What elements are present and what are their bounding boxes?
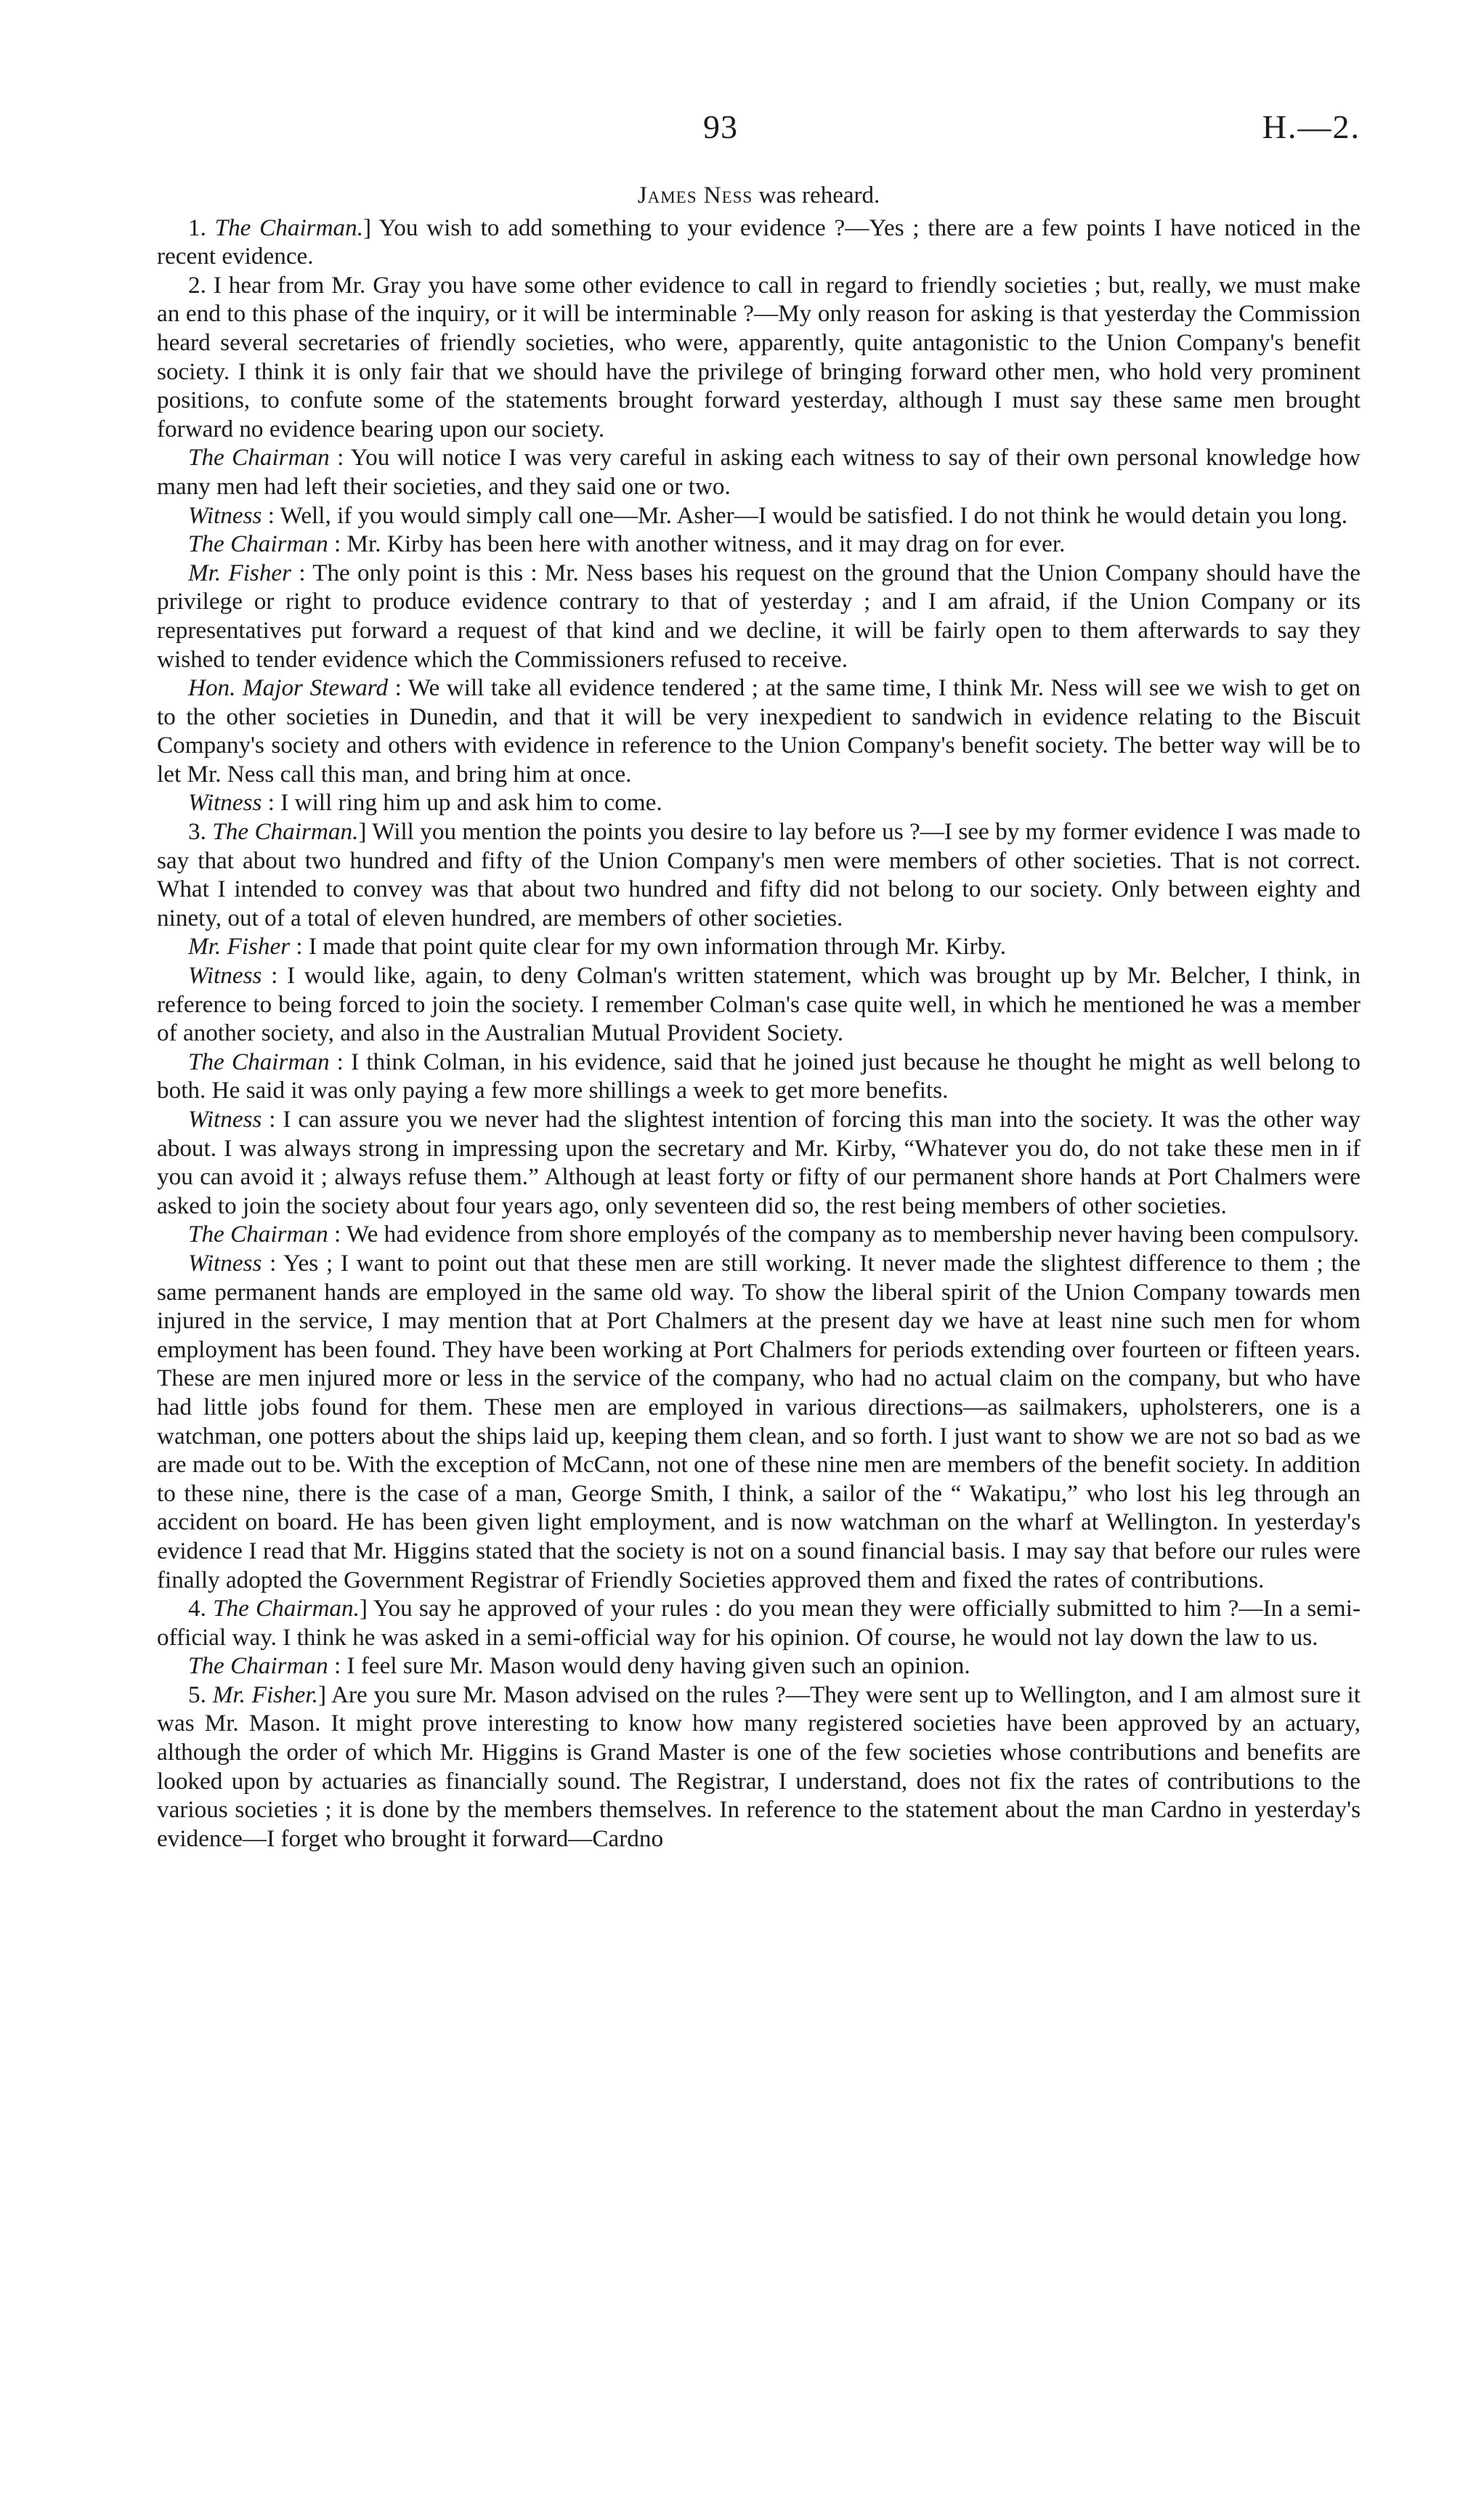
paragraph-number: 3.: [188, 818, 206, 846]
paragraph: [157, 1048, 1361, 1105]
speaker-name: The Chairman: [188, 1048, 330, 1075]
speaker-separator: :: [261, 1249, 277, 1277]
paragraph: [157, 1652, 1361, 1681]
speaker-separator: :: [290, 933, 303, 961]
paragraph: [157, 788, 1361, 817]
speaker-separator: :: [328, 1221, 341, 1248]
speaker-name: The Chairman: [188, 1221, 328, 1248]
speaker-separator: :: [261, 789, 275, 817]
speaker-name: Witness: [188, 1106, 262, 1133]
speaker-name: Mr. Fisher: [188, 933, 291, 961]
paragraph-text: I hear from Mr. Gray you have some other evidence to call in regard to friendly societies ; but, really, we must make an end to this phase of the inquiry, or it will be interminable ?—My only reason for asking is that yesterday the Commission heard several secretaries of friendly societies, who were, apparently, quite antagonistic to the Union Company's benefit society. I think it is only fair that we should have the privilege of bringing forward other men, who hold very prominent positions, to confute some of the statements brought forward yesterday, although I must say these same men brought forward no evidence bearing upon our society.: [157, 271, 1361, 442]
heading-name: James Ness: [637, 182, 753, 209]
speaker-separator: :: [329, 444, 344, 472]
speaker-separator: :: [388, 674, 402, 702]
paragraph: [157, 674, 1361, 788]
paragraph-text: Well, if you would simply call one—Mr. Asher—I would be satisfied. I do not think he would detain you long.: [274, 501, 1348, 529]
paragraph-text: I will ring him up and ask him to come.: [274, 789, 662, 817]
speaker-name: Mr. Fisher.: [212, 1681, 318, 1708]
speaker-name: The Chairman: [188, 530, 328, 558]
speaker-separator: :: [261, 962, 278, 990]
paragraph: [157, 530, 1361, 559]
speaker-name: The Chairman.: [213, 1595, 360, 1622]
paragraph: [157, 271, 1361, 444]
paragraph-number: 4.: [188, 1595, 206, 1622]
paragraph-text: You wish to add something to your evidence ?—Yes ; there are a few points I have noticed in the recent evidence.: [157, 214, 1361, 270]
paragraph-text: You will notice I was very careful in asking each witness to say of their own personal knowledge how many men had left their societies, and they said one or two.: [157, 444, 1361, 500]
paragraph-text: I feel sure Mr. Mason would deny having given such an opinion.: [341, 1652, 970, 1680]
speaker-separator: :: [328, 1652, 341, 1680]
speaker-name: The Chairman: [188, 444, 330, 472]
paragraph-text: Yes ; I want to point out that these men are still working. It never made the slightest difference to them ; the same permanent hands are employed in the same old way. To show the liberal spirit of the Union Company towards men injured in the service, I may mention that at Port Chalmers at the present day we have at least nine such men for whom employment has been found. They have been working at Port Chalmers for periods extending over fourteen or fifteen years. These are men injured more or less in the service of the company, who had no actual claim on the company, but who have had little jobs found for them. These men are employed in various directions—as sailmakers, upholsterers, one is a watchman, one potters about the ships laid up, keeping them clean, and so forth. I just want to show we are not so bad as we are made out to be. With the exception of McCann, not one of these nine men are members of the benefit society. In addition to these nine, there is the case of a man, George Smith, I think, a sailor of the “ Wakatipu,” who lost his leg through an accident on board. He has been given light employment, and is now watchman on the wharf at Wellington. In yesterday's evidence I read that Mr. Higgins stated that the society is not on a sound financial basis. I may say that before our rules were finally adopted the Government Registrar of Friendly Societies approved them and fixed the rates of contributions.: [157, 1249, 1361, 1593]
paragraph: [157, 1249, 1361, 1594]
paragraph-text: I think Colman, in his evidence, said that he joined just because he thought he might as well belong to both. He said it was only paying a few more shillings a week to get more benefits.: [157, 1048, 1361, 1104]
paragraph-text: You say he approved of your rules : do you mean they were officially submitted to him ?—In a semi-official way. I think he was asked in a semi-official way for his opinion. Of course, he would not lay down the law to us.: [157, 1595, 1361, 1651]
body-text: [157, 182, 1361, 1853]
speaker-separator: :: [328, 530, 341, 558]
speaker-name: Witness: [188, 962, 262, 990]
paragraph: [157, 961, 1361, 1048]
speaker-name: The Chairman.: [212, 818, 359, 846]
paragraph: [157, 932, 1361, 961]
speaker-separator: :: [261, 501, 275, 529]
speaker-name: The Chairman.: [214, 214, 364, 241]
speaker-separator: ]: [358, 818, 367, 846]
paragraph: [157, 817, 1361, 932]
speaker-separator: :: [291, 559, 306, 586]
speaker-name: Mr. Fisher: [188, 559, 292, 586]
speaker-separator: ]: [363, 214, 372, 241]
paragraph-text: Will you mention the points you desire to lay before us ?—I see by my former evidence I was made to say that about two hundred and fifty of the Union Company's men were members of other societies. That is not correct. What I intended to convey was that about two hundred and fifty did not belong to our society. Only between eighty and ninety, out of a total of eleven hundred, are members of other societies.: [157, 818, 1361, 931]
paragraph: [157, 443, 1361, 501]
speaker-name: Witness: [188, 789, 262, 817]
speaker-name: Witness: [188, 501, 262, 529]
paragraph-text: I made that point quite clear for my own information through Mr. Kirby.: [302, 933, 1007, 961]
speaker-name: The Chairman: [188, 1652, 328, 1680]
speaker-separator: :: [261, 1106, 276, 1133]
paragraph-text: Mr. Kirby has been here with another witness, and it may drag on for ever.: [341, 530, 1066, 558]
paragraph-text: The only point is this : Mr. Ness bases his request on the ground that the Union Company should have the privilege or right to produce evidence contrary to that of yesterday ; and I am afraid, if the Union Company or its representatives put forward a request of that kind and we decline, it will be fairly open to them afterwards to say they wished to tender evidence which the Commissioners refused to receive.: [157, 559, 1361, 673]
speaker-name: Witness: [188, 1249, 262, 1277]
paragraph-text: We had evidence from shore employés of the company as to membership never having been compulsory.: [341, 1221, 1360, 1248]
paragraph: [157, 1105, 1361, 1220]
speaker-separator: :: [329, 1048, 344, 1075]
paragraph: [157, 559, 1361, 674]
paragraph-text: I can assure you we never had the slightest intention of forcing this man into the society. It was the other way about. I was always strong in impressing upon the secretary and Mr. Kirby, “Whatever you do, do not take these men in if you can avoid it ; always refuse them.” Although at least forty or fifty of our permanent shore hands at Port Chalmers were asked to join the society about four years ago, only seventeen did so, the rest being members of other societies.: [157, 1106, 1361, 1219]
paragraph-text: Are you sure Mr. Mason advised on the rules ?—They were sent up to Wellington, and I am almost sure it was Mr. Mason. It might prove interesting to know how many registered societies have been approved by an actuary, although the order of which Mr. Higgins is Grand Master is one of the few societies whose contributions and benefits are looked upon by actuaries as financially sound. The Registrar, I understand, does not fix the rates of contributions to the various societies ; it is done by the members themselves. In reference to the statement about the man Cardno in yesterday's evidence—I forget who brought it forward—Cardno: [157, 1681, 1361, 1852]
running-head: [0, 108, 1484, 151]
speaker-separator: ]: [317, 1681, 327, 1708]
document-reference: H.—2.: [1262, 108, 1361, 145]
section-heading: [157, 182, 1361, 211]
heading-rest: was reheard.: [753, 182, 880, 209]
paragraph-text: I would like, again, to deny Colman's written statement, which was brought up by Mr. Belcher, I think, in reference to being forced to join the society. I remember Colman's case quite well, in which he mentioned he was a member of another society, and also in the Australian Mutual Provident Society.: [157, 962, 1361, 1047]
page-number: 93: [703, 108, 738, 145]
paragraph-number: 1.: [188, 214, 206, 241]
paragraph: [157, 1220, 1361, 1249]
paragraph-text: We will take all evidence tendered ; at the same time, I think Mr. Ness will see we wish to get on to the other societies in Dunedin, and that it will be very inexpedient to sandwich in evidence relating to the Biscuit Company's society and others with evidence in reference to the Union Company's benefit society. The better way will be to let Mr. Ness call this man, and bring him at once.: [157, 674, 1361, 788]
paragraph-list: [157, 214, 1361, 1854]
paragraph-number: 5.: [188, 1681, 206, 1708]
paragraph: [157, 1681, 1361, 1854]
speaker-separator: ]: [359, 1595, 368, 1622]
paragraph-number: 2.: [188, 271, 206, 299]
paragraph: [157, 1594, 1361, 1652]
paragraph: [157, 501, 1361, 530]
paragraph: [157, 214, 1361, 271]
speaker-name: Hon. Major Steward: [188, 674, 389, 702]
